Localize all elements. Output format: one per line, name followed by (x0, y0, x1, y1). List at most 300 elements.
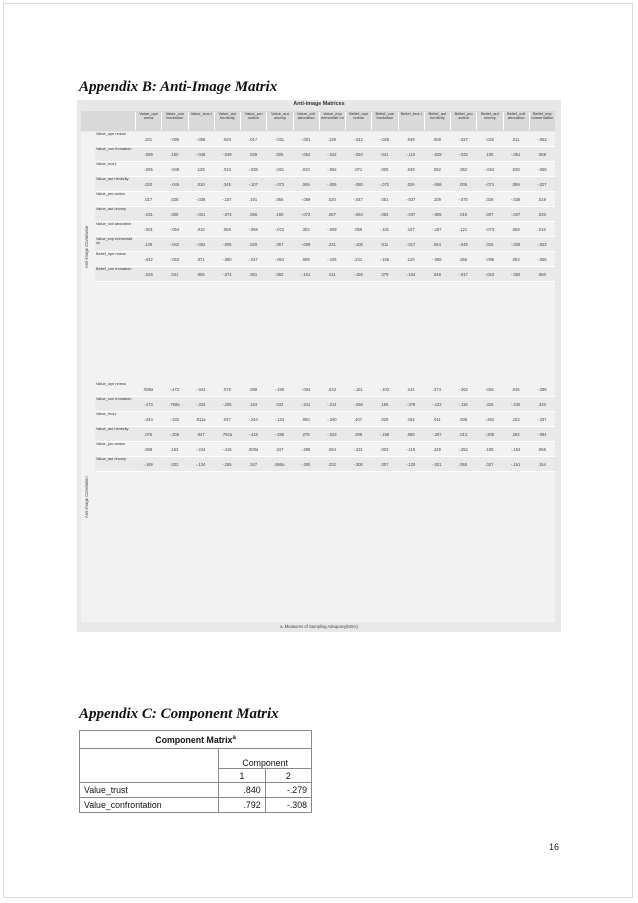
matrix-cell: -.037 (510, 212, 521, 217)
matrix-cell: .028 (380, 417, 389, 422)
matrix-cell: .184 (406, 417, 415, 422)
matrix-cell: -.101 (300, 272, 311, 277)
matrix-cell: -.209 (484, 432, 495, 437)
matrix-cell: -.055 (143, 167, 153, 172)
matrix-cell: .865a (274, 462, 285, 467)
table-row (95, 267, 555, 282)
matrix-cell: .099 (301, 257, 310, 262)
column-header: Value_trus t (188, 112, 214, 130)
column-header: Value_aut henticity (214, 112, 240, 130)
matrix-cell: -.082 (510, 272, 521, 277)
matrix-cell: .010 (196, 182, 205, 187)
matrix-cell: -.252 (458, 447, 468, 452)
matrix-cell: -.073 (484, 227, 495, 232)
matrix-cell: .067 (327, 212, 336, 217)
matrix-cell: .032 (275, 402, 284, 407)
matrix-cell: .105 (485, 447, 494, 452)
matrix-cell: -.110 (406, 152, 416, 157)
row-label: Value_trust (80, 783, 219, 798)
matrix-cell: -.120 (405, 462, 416, 467)
matrix-cell: -.036 (510, 197, 521, 202)
matrix-cell: -.107 (222, 197, 232, 202)
matrix-cell: -.187 (432, 227, 442, 232)
matrix-cell: -.473 (169, 387, 180, 392)
matrix-cell: .051 (380, 197, 389, 202)
matrix-cell: -.098 (432, 182, 442, 187)
matrix-cell: -.044 (484, 167, 495, 172)
matrix-cell: .121 (459, 227, 468, 232)
table-row (95, 147, 555, 162)
matrix-cell: -.089 (143, 152, 153, 157)
matrix-cell: .633 (327, 387, 336, 392)
matrix-cell: -.028 (510, 242, 521, 247)
matrix-cell: -.240 (510, 402, 521, 407)
cell-component-2: -.279 (265, 783, 311, 798)
table-row (95, 177, 555, 192)
matrix-cell: -.094 (537, 432, 547, 437)
matrix-cell: .345 (222, 182, 231, 187)
matrix-cell: .027 (485, 462, 494, 467)
row-label: Belief_con frontation (96, 267, 132, 271)
column-header: Value_coll aboration (293, 112, 319, 130)
matrix-cell: .105 (485, 152, 494, 157)
matrix-cell: -.063 (537, 137, 547, 142)
matrix-cell: -.241 (300, 402, 311, 407)
matrix-cell: .054 (432, 242, 441, 247)
matrix-cell: -.337 (537, 417, 547, 422)
matrix-cell: -.107 (248, 182, 258, 187)
matrix-cell: .049 (406, 167, 415, 172)
matrix-cell: .201 (144, 137, 153, 142)
matrix-cell: -.473 (143, 402, 153, 407)
matrix-cell: .060 (537, 272, 546, 277)
matrix-cell: .302 (301, 227, 310, 232)
matrix-cell: -.122 (432, 402, 442, 407)
matrix-cell: -.161 (353, 387, 363, 392)
matrix-cell: -.116 (458, 402, 468, 407)
matrix-cell: .011 (511, 137, 520, 142)
matrix-cell: -.101 (379, 227, 390, 232)
matrix-cell: .026 (406, 182, 415, 187)
matrix-cell: -.049 (222, 152, 232, 157)
matrix-cell: -.031 (143, 212, 153, 217)
matrix-cell: -.072 (222, 272, 232, 277)
matrix-cell: -.005 (222, 242, 232, 247)
matrix-cell: -.072 (300, 212, 311, 217)
matrix-cell: -.285 (274, 432, 285, 437)
column-header: Value_con frontation (161, 112, 187, 130)
matrix-cell: -.048 (169, 167, 180, 172)
matrix-cell: -.340 (327, 417, 337, 422)
matrix-cell: -.005 (432, 212, 442, 217)
anti-image-table-body (81, 132, 555, 622)
appendix-b-heading: Appendix B: Anti-Image Matrix (79, 79, 278, 95)
matrix-cell: -.073 (274, 182, 285, 187)
page-number: 16 (549, 842, 560, 852)
matrix-cell: .120 (406, 257, 415, 262)
component-matrix-table (79, 730, 312, 813)
table-row (80, 798, 312, 813)
matrix-cell: -.047 (248, 257, 258, 262)
matrix-cell: -.069 (300, 197, 311, 202)
row-label: Value_con frontation (96, 397, 132, 401)
matrix-cell: .050 (301, 417, 310, 422)
matrix-cell: .163 (170, 447, 179, 452)
matrix-cell: -.378 (405, 402, 416, 407)
matrix-cell: .347 (275, 447, 284, 452)
matrix-cell: .333 (537, 402, 546, 407)
matrix-cell: .049 (406, 137, 415, 142)
matrix-cell: .028 (485, 197, 494, 202)
component-matrix-title-sup: a (232, 734, 236, 741)
matrix-cell: -.074 (484, 182, 495, 187)
matrix-cell: .006 (196, 272, 205, 277)
matrix-cell: .241 (354, 257, 363, 262)
cell-component-1: .840 (219, 783, 265, 798)
matrix-cell: -.023 (537, 242, 547, 247)
matrix-cell: -.300 (353, 462, 363, 467)
row-label: Value_con frontation (96, 147, 132, 151)
matrix-cell: -.104 (405, 272, 416, 277)
matrix-cell: .153 (511, 417, 520, 422)
matrix-cell: -.134 (195, 462, 206, 467)
matrix-cell: -.027 (458, 137, 468, 142)
matrix-cell: .069 (222, 227, 231, 232)
matrix-cell: -.214 (327, 402, 337, 407)
matrix-cell: .094 (327, 447, 336, 452)
matrix-cell: .011 (433, 417, 441, 422)
column-header: Value_aut onomy (266, 112, 292, 130)
matrix-cell: .011 (380, 242, 389, 247)
matrix-cell: .003 (380, 447, 389, 452)
matrix-cell: .099 (354, 227, 363, 232)
matrix-cell: -.022 (484, 137, 495, 142)
matrix-cell: .005 (275, 152, 284, 157)
matrix-cell: -.155 (379, 257, 390, 262)
matrix-cell: .019 (537, 197, 546, 202)
matrix-cell: .017 (249, 137, 258, 142)
matrix-cell: -.089 (169, 137, 180, 142)
matrix-cell: .048 (432, 272, 441, 277)
matrix-cell: -.155 (353, 272, 363, 277)
row-label: Value_exp erimentati on (96, 237, 133, 246)
matrix-cell: -.005 (327, 182, 337, 187)
matrix-cell: .005 (459, 182, 468, 187)
matrix-cell: .028 (249, 152, 258, 157)
matrix-cell: .063 (511, 257, 520, 262)
matrix-cell: .019 (459, 212, 468, 217)
matrix-cell: -.080 (353, 182, 363, 187)
matrix-cell: .163 (249, 402, 258, 407)
matrix-cell: -.161 (510, 462, 521, 467)
matrix-cell: -.285 (537, 387, 547, 392)
matrix-cell: -.009 (300, 242, 311, 247)
row-label: Value_pro action (96, 442, 125, 446)
matrix-cell: -.001 (300, 137, 311, 142)
matrix-cell: -.244 (248, 417, 258, 422)
table-row (95, 222, 555, 237)
table-row (95, 427, 555, 442)
matrix-cell: -.287 (432, 432, 442, 437)
matrix-cell: -.045 (458, 242, 468, 247)
component-number-spacer (80, 769, 219, 783)
matrix-cell: -.021 (195, 212, 206, 217)
matrix-cell: .006 (380, 167, 389, 172)
appendix-c-heading: Appendix C: Component Matrix (79, 706, 279, 722)
matrix-cell: -.062 (327, 167, 337, 172)
matrix-cell: .026 (485, 242, 494, 247)
row-label: Value_pro action (96, 192, 125, 196)
matrix-cell: .768a (169, 402, 180, 407)
matrix-cell: -.262 (458, 387, 468, 392)
matrix-cell: -.080 (222, 257, 232, 262)
column-header: Belief_con frontation (371, 112, 397, 130)
matrix-cell: .082 (380, 212, 389, 217)
matrix-cell: .811a (195, 417, 206, 422)
matrix-cell: .191 (249, 197, 258, 202)
matrix-cell: .800a (248, 447, 259, 452)
matrix-cell: -.134 (274, 417, 285, 422)
row-label: Value_aut onomy (96, 207, 126, 211)
matrix-cell: .107 (406, 227, 415, 232)
row-label: Belief_ope nness (96, 252, 126, 256)
cell-component-1: .792 (219, 798, 265, 813)
matrix-cell: .165 (380, 402, 389, 407)
matrix-cell: -.017 (405, 242, 416, 247)
row-label: Value_trus t (96, 162, 117, 166)
matrix-cell: -.244 (195, 447, 206, 452)
column-header: Belief_exp erimentation (529, 112, 555, 130)
matrix-cell: -.021 (432, 462, 442, 467)
matrix-cell: -.047 (353, 197, 363, 202)
matrix-cell: -.048 (195, 152, 206, 157)
table-row (95, 237, 555, 252)
matrix-cell: -.072 (379, 182, 390, 187)
matrix-cell: -.159 (143, 462, 153, 467)
matrix-cell: .088 (144, 447, 153, 452)
matrix-cell: -.037 (405, 197, 416, 202)
matrix-cell: .088 (249, 387, 258, 392)
matrix-cell: .067 (275, 242, 284, 247)
table-row (80, 783, 312, 798)
table-row (95, 192, 555, 207)
matrix-cell: -.054 (169, 227, 180, 232)
matrix-cell: .032 (327, 462, 336, 467)
covariance-section-label: Anti-image Covariance (84, 225, 89, 269)
matrix-cell: .075 (144, 432, 153, 437)
matrix-cell: -.017 (458, 272, 468, 277)
matrix-cell: -.095 (484, 257, 495, 262)
matrix-cell: -.415 (222, 447, 232, 452)
matrix-cell: -.070 (458, 197, 468, 202)
table-row (95, 382, 555, 397)
column-header: Value_pro action (240, 112, 266, 130)
matrix-cell: .307 (380, 462, 389, 467)
matrix-cell: -.058 (537, 167, 547, 172)
table-row (95, 397, 555, 412)
table-row (95, 162, 555, 177)
matrix-cell: -.198 (379, 432, 390, 437)
matrix-cell: -.023 (327, 432, 337, 437)
matrix-cell: .062 (459, 167, 468, 172)
matrix-cell: -.053 (169, 257, 180, 262)
matrix-cell: -.032 (458, 152, 468, 157)
matrix-cell: -.344 (195, 387, 206, 392)
cell-component-2: -.308 (265, 798, 311, 813)
matrix-cell: .010 (222, 167, 231, 172)
component-number-1: 1 (219, 769, 265, 783)
anti-image-footnote: a. Measures of Sampling Adequacy(MSA) (280, 624, 358, 629)
matrix-cell: -.055 (195, 137, 206, 142)
matrix-cell: -.042 (143, 257, 153, 262)
matrix-cell: -.081 (484, 387, 495, 392)
anti-image-column-headers (81, 111, 555, 131)
matrix-cell: -.262 (484, 417, 495, 422)
matrix-cell: .275 (301, 432, 310, 437)
matrix-cell: -.042 (169, 242, 180, 247)
matrix-cell: .150 (170, 152, 179, 157)
component-header-spacer (80, 749, 219, 769)
column-header: Value_exp erimentati on (319, 112, 345, 130)
matrix-cell: .047 (222, 417, 231, 422)
row-label: Value_ope nness (96, 132, 126, 136)
matrix-cell: .299 (354, 432, 363, 437)
matrix-cell: -.069 (248, 227, 258, 232)
column-header: Belief_ope nness (345, 112, 371, 130)
row-label: Value_aut henticity (96, 427, 129, 431)
matrix-cell: .041 (170, 272, 179, 277)
matrix-cell: .069 (301, 182, 310, 187)
row-label: Value_confrontation (80, 798, 219, 813)
matrix-cell: -.333 (195, 402, 206, 407)
matrix-cell: .154 (537, 462, 546, 467)
row-label: Value_aut onomy (96, 457, 126, 461)
matrix-cell: -.154 (510, 447, 521, 452)
matrix-cell: -.206 (169, 432, 180, 437)
matrix-cell: -.105 (353, 242, 363, 247)
matrix-cell: -.049 (169, 182, 180, 187)
matrix-cell: .007 (485, 212, 494, 217)
row-label: Value_coll aboration (96, 222, 131, 226)
column-header: Value_ope rness (135, 112, 161, 130)
matrix-cell: .139 (327, 137, 336, 142)
matrix-cell: -.103 (379, 387, 390, 392)
matrix-cell: .068 (537, 152, 546, 157)
matrix-cell: .066 (459, 257, 468, 262)
matrix-cell: .379 (380, 272, 389, 277)
matrix-cell: -.064 (353, 212, 363, 217)
matrix-cell: -.285 (222, 462, 232, 467)
matrix-cell: -.053 (353, 152, 363, 157)
component-number-2: 2 (265, 769, 311, 783)
matrix-cell: -.009 (327, 227, 337, 232)
matrix-cell: .066 (249, 212, 258, 217)
table-row (95, 252, 555, 267)
matrix-cell: -.062 (195, 242, 206, 247)
matrix-cell: -.064 (274, 257, 285, 262)
component-matrix-title-cell (80, 731, 312, 749)
matrix-cell: .128 (196, 167, 205, 172)
matrix-cell: -.028 (379, 137, 390, 142)
matrix-cell: -.119 (406, 447, 416, 452)
matrix-cell: .231 (327, 242, 336, 247)
matrix-cell: .066 (537, 447, 546, 452)
matrix-cell: .020 (144, 182, 153, 187)
matrix-cell: -.056 (537, 257, 547, 262)
row-label: Value_trus t (96, 412, 117, 416)
matrix-cell: -.206 (222, 402, 232, 407)
matrix-cell: -.038 (195, 197, 206, 202)
matrix-cell: .144 (406, 387, 415, 392)
column-header: Belief_aut onomy (476, 112, 502, 130)
matrix-cell: .139 (144, 242, 153, 247)
matrix-cell: .062 (432, 167, 441, 172)
matrix-cell: -.072 (274, 227, 285, 232)
matrix-cell: .010 (301, 167, 310, 172)
matrix-cell: .011 (328, 272, 336, 277)
matrix-cell: .075 (222, 387, 231, 392)
matrix-cell: .028 (170, 197, 179, 202)
matrix-cell: .071 (354, 167, 363, 172)
matrix-cell: -.159 (274, 387, 285, 392)
matrix-cell: .010 (537, 227, 546, 232)
matrix-cell: .071 (196, 257, 205, 262)
matrix-cell: .008 (459, 417, 468, 422)
component-header: Component (219, 749, 312, 769)
matrix-cell: -.054 (300, 152, 311, 157)
matrix-cell: .109 (432, 197, 441, 202)
matrix-cell: .429 (432, 447, 441, 452)
matrix-cell: .041 (380, 152, 389, 157)
matrix-cell: -.042 (353, 137, 363, 142)
matrix-cell: .425 (485, 402, 494, 407)
anti-image-matrix-table (77, 100, 561, 632)
matrix-cell: .085 (406, 432, 415, 437)
matrix-cell: -.028 (143, 272, 153, 277)
matrix-cell: -.221 (353, 447, 363, 452)
matrix-cell: .008 (432, 137, 441, 142)
matrix-cell: -.042 (327, 152, 337, 157)
matrix-cell: .028 (511, 167, 520, 172)
matrix-cell: -.300 (300, 462, 311, 467)
column-header: Belief_trus t (398, 112, 424, 130)
matrix-cell: .005 (170, 212, 179, 217)
matrix-cell: .047 (196, 432, 205, 437)
matrix-cell: .347 (249, 462, 258, 467)
component-matrix-title: Component Matrix (155, 734, 233, 745)
matrix-cell: -.023 (484, 272, 495, 277)
matrix-cell: -.266 (353, 402, 363, 407)
matrix-cell: .059 (511, 227, 520, 232)
matrix-cell: .020 (327, 197, 336, 202)
matrix-cell: -.038 (248, 167, 258, 172)
matrix-cell: .065 (459, 462, 468, 467)
matrix-cell: .082 (275, 272, 284, 277)
table-row (95, 442, 555, 457)
matrix-cell: -.004 (300, 387, 311, 392)
matrix-cell: .407 (354, 417, 363, 422)
matrix-cell: -.073 (222, 212, 232, 217)
matrix-cell: .010 (196, 227, 205, 232)
table-row (95, 412, 555, 427)
matrix-cell: .033 (537, 212, 546, 217)
matrix-cell: .374 (432, 387, 441, 392)
table-row (95, 207, 555, 222)
matrix-cell: .013 (459, 432, 468, 437)
matrix-cell: -.333 (169, 417, 180, 422)
matrix-cell: -.037 (405, 212, 416, 217)
matrix-cell: .020 (249, 242, 258, 247)
